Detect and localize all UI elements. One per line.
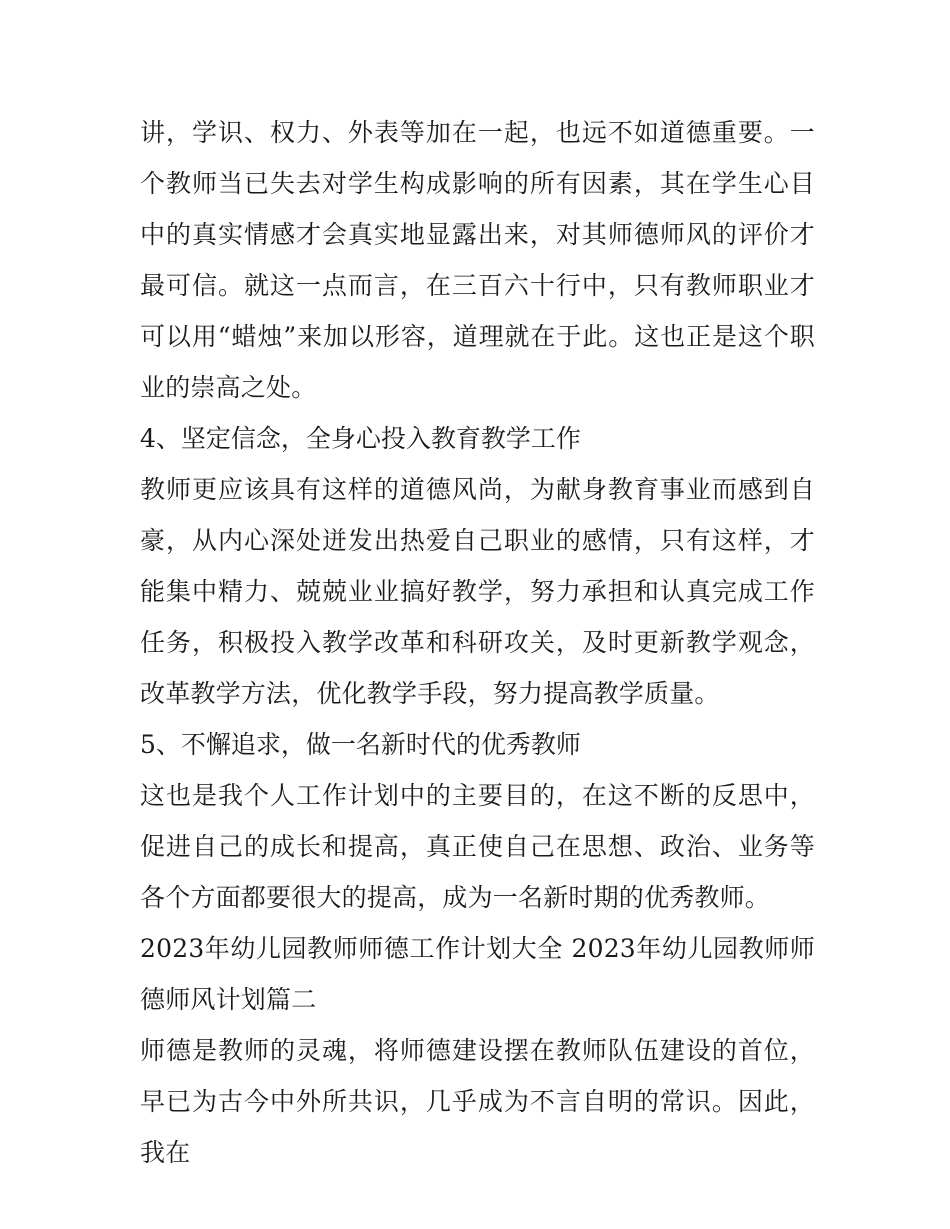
article-title: 2023年幼儿园教师师德工作计划大全 2023年幼儿园教师师德师风计划篇二 (140, 934, 815, 1014)
document-body (140, 107, 815, 1178)
paragraph-teacher-influence: 讲，学识、权力、外表等加在一起，也远不如道德重要。一个教师当已失去对学生构成影响的所有因素，其在学生心目中的真实情感才会真实地显露出来，对其师德师风的评价才最可信。就这一点而言，在三百六十行中，只有教师职业才可以用“蜡烛”来加以形容，道理就在于此。这也正是这个职业的崇高之处。 (140, 118, 815, 402)
paragraph-dedication: 教师更应该具有这样的道德风尚，为献身教育事业而感到自豪，从内心深处迸发出热爱自己职业的感情，只有这样，才能集中精力、兢兢业业搞好教学，努力承担和认真完成工作任务，积极投入教学改革和科研攻关，及时更新教学观念，改革教学方法，优化教学手段，努力提高教学质量。 (140, 475, 815, 708)
paragraph-ethics-soul: 师德是教师的灵魂，将师德建设摆在教师队伍建设的首位，早已为古今中外所共识，几乎成为不言自明的常识。因此，我在 (140, 1036, 815, 1167)
section-heading-4: 4、坚定信念，全身心投入教育教学工作 (140, 424, 581, 453)
section-heading-5: 5、不懈追求，做一名新时代的优秀教师 (140, 730, 581, 759)
paragraph-pursuit: 这也是我个人工作计划中的主要目的，在这不断的反思中，促进自己的成长和提高，真正使自己在思想、政治、业务等各个方面都要很大的提高，成为一名新时期的优秀教师。 (140, 781, 815, 912)
